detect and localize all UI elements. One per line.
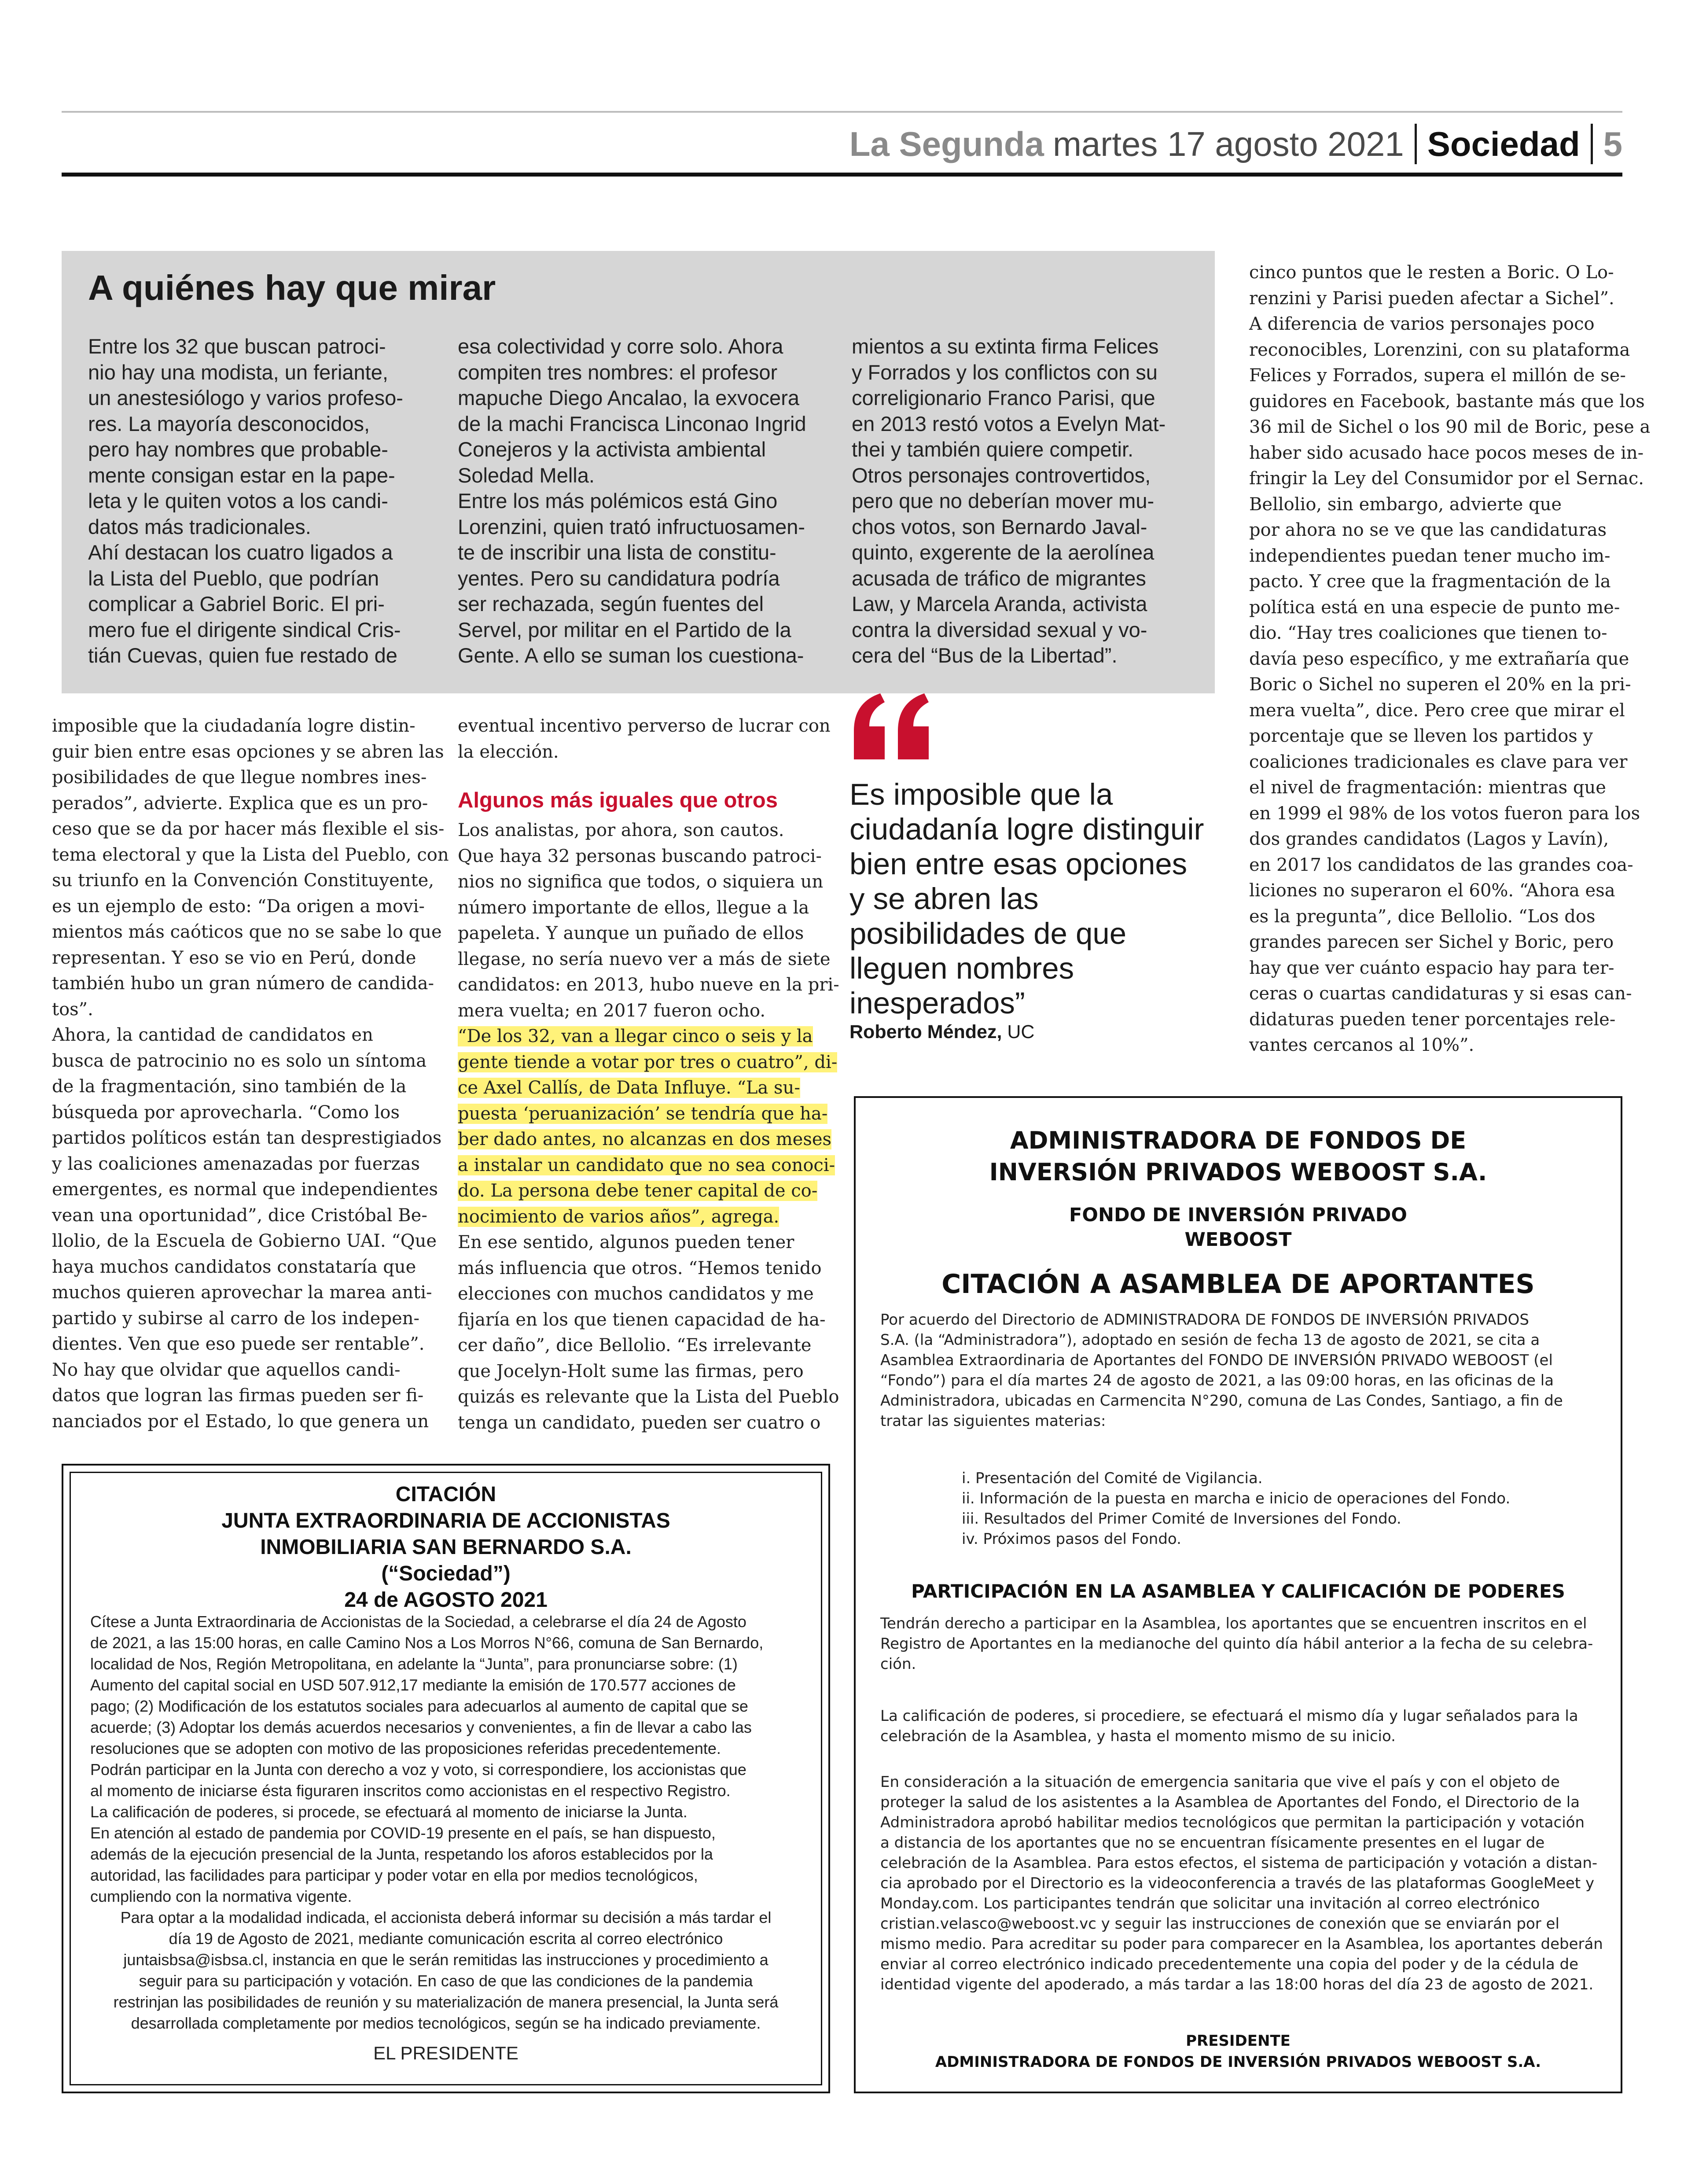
text-line: Ahí destacan los cuatro ligados a (88, 541, 393, 564)
text-line: ciudadanía logre distinguir (849, 812, 1204, 846)
text-line: partido y subirse al carro de los indepen- (52, 1308, 420, 1329)
text-line: i. Presentación del Comité de Vigilancia. (962, 1470, 1263, 1487)
text-line: te de inscribir una lista de constitu- (458, 541, 776, 564)
text-line: Que haya 32 personas buscando patroci- (458, 846, 822, 866)
text-line: partidos políticos están tan desprestigiados (52, 1128, 442, 1148)
notice2-section-heading: PARTICIPACIÓN EN LA ASAMBLEA Y CALIFICACIÓN DE PODERES (911, 1580, 1565, 1602)
text-line: mismo medio. Para acreditar su poder para comparecer en la Asamblea, los aportantes deberán (880, 1935, 1603, 1953)
text-line: Es imposible que la (849, 777, 1113, 811)
text-line: La calificación de poderes, si procede, se efectuará al momento de iniciarse la Junta. (90, 1803, 688, 1821)
text-line: renzini y Parisi pueden afectar a Sichel”. (1249, 288, 1614, 309)
text-line: fijaría en los que tienen capacidad de ha- (458, 1309, 826, 1330)
text-line: independientes puedan tener mucho im- (1249, 545, 1610, 566)
text-line: Asamblea Extraordinaria de Aportantes del FONDO DE INVERSIÓN PRIVADO WEBOOST (el (880, 1352, 1553, 1369)
top-divider (62, 111, 1622, 113)
article-highlighted-quote (458, 1024, 837, 1230)
text-line: tián Cuevas, quien fue restado de (88, 644, 397, 667)
text-line: y Forrados y los conflictos con su (852, 360, 1158, 384)
text-line: PRESIDENTE (1186, 2032, 1291, 2050)
text-line: dientes. Ven que eso puede ser rentable”. (52, 1334, 425, 1354)
text-line: perados”, advierte. Explica que es un pro- (52, 793, 428, 814)
text-line: tos”. (52, 999, 93, 1020)
article-column-1 (52, 713, 449, 1434)
quote-author-affiliation: UC (1002, 1021, 1035, 1042)
sidebar-column-3 (852, 334, 1166, 669)
text-line: bien entre esas opciones (849, 847, 1188, 881)
notice2-agenda-list (962, 1468, 1578, 1549)
text-line: liciones no superaron el 60%. “Ahora esa (1249, 880, 1615, 901)
notice1-body (90, 1611, 803, 1907)
text-line: mera vuelta”, dice. Pero cree que mirar el (1249, 700, 1625, 721)
text-line: Por acuerdo del Directorio de ADMINISTRADORA DE FONDOS DE INVERSIÓN PRIVADOS (880, 1311, 1530, 1329)
text-line: porcentaje que se lleven los partidos y (1249, 726, 1593, 746)
text-line: cinco puntos que le resten a Boric. O Lo- (1249, 262, 1614, 283)
text-line: localidad de Nos, Región Metropolitana, en adelante la “Junta”, para pronunciarse sobre: (1) (90, 1655, 738, 1673)
text-line: INMOBILIARIA SAN BERNARDO S.A. (260, 1536, 632, 1559)
text-line: número importante de ellos, llegue a la (458, 897, 809, 918)
text-line: tratar las siguientes materias: (880, 1412, 1106, 1430)
text-line: (“Sociedad”) (381, 1562, 511, 1585)
article-column-2-top (458, 713, 831, 765)
text-line: cumpliendo con la normativa vigente. (90, 1887, 352, 1905)
text-line: dos grandes candidatos (Lagos y Lavín), (1249, 829, 1609, 849)
text-line: identidad vigente del apoderado, a más tardar a las 18:00 horas del día 23 de agosto de 2021. (880, 1976, 1594, 1993)
text-line: elecciones con muchos candidatos y me (458, 1284, 814, 1304)
text-line: búsqueda por aprovecharla. “Como los (52, 1102, 400, 1123)
text-line: ceras o cuartas candidaturas y si esas can- (1249, 983, 1632, 1004)
text-line: enviar al correo electrónico indicado precedentemente una copia del poder y de la cédula de (880, 1956, 1579, 1973)
section-name: Sociedad (1427, 124, 1580, 163)
text-line: mapuche Diego Ancalao, la exvocera (458, 386, 799, 409)
text-line: cristian.velasco@weboost.vc y seguir las instrucciones de conexión que se enviarán por el (880, 1915, 1559, 1933)
text-line: iv. Próximos pasos del Fondo. (962, 1530, 1181, 1548)
text-line: guidores en Facebook, bastante más que los (1249, 391, 1645, 412)
text-line: JUNTA EXTRAORDINARIA DE ACCIONISTAS (221, 1509, 670, 1532)
text-line: cera del “Bus de la Libertad”. (852, 644, 1118, 667)
text-line: nios no significa que todos, o siquiera un (458, 872, 824, 892)
text-line: chos votos, son Bernardo Javal- (852, 515, 1147, 538)
text-line: INVERSIÓN PRIVADOS WEBOOST S.A. (989, 1158, 1487, 1186)
masthead-separator (1415, 124, 1417, 164)
text-line: su triunfo en la Convención Constituyente, (52, 870, 434, 891)
quote-attribution (849, 1021, 1034, 1043)
text-line: do. La persona debe tener capital de co- (458, 1181, 818, 1201)
text-line: mente consigan estar en la pape- (88, 463, 395, 487)
text-line: yentes. Pero su candidatura podría (458, 566, 780, 590)
text-line: la Lista del Pueblo, que podrían (88, 566, 379, 590)
text-line: datos más tradicionales. (88, 515, 311, 538)
article-column-2-middle (458, 818, 839, 1024)
notice2-signature (856, 2030, 1621, 2073)
text-line: es un ejemplo de esto: “Da origen a movi- (52, 896, 425, 917)
text-line: Aumento del capital social en USD 507.912,17 mediante la emisión de 170.577 acciones de (90, 1676, 736, 1694)
text-line: de la fragmentación, sino también de la (52, 1076, 407, 1097)
text-line: Entre los 32 que buscan patroci- (88, 335, 386, 358)
text-line: coaliciones tradicionales es clave para ver (1249, 751, 1628, 772)
text-line: mera vuelta; en 2017 fueron ocho. (458, 1000, 766, 1021)
notice2-paragraph-2 (880, 1706, 1602, 1746)
text-line: la elección. (458, 741, 559, 762)
text-line: posibilidades de que (849, 917, 1127, 950)
page-number: 5 (1603, 124, 1622, 163)
text-line: En atención al estado de pandemia por COVID-19 presente en el país, se han dispuesto, (90, 1824, 716, 1842)
text-line: fringir la Ley del Consumidor por el Sernac. (1249, 468, 1644, 489)
text-line: FONDO DE INVERSIÓN PRIVADO (1069, 1204, 1407, 1226)
text-line: guir bien entre esas opciones y se abren las (52, 741, 444, 762)
text-line: En consideración a la situación de emergencia sanitaria que vive el país y con el objeto de (880, 1773, 1560, 1791)
pull-quote (849, 777, 1219, 1020)
text-line: ser rechazada, según fuentes del (458, 592, 764, 615)
text-line: además de la ejecución presencial de la Junta, respetando los aforos establecidos por la (90, 1845, 713, 1863)
text-line: 24 de AGOSTO 2021 (344, 1588, 548, 1612)
text-line: res. La mayoría desconocidos, (88, 412, 370, 435)
text-line: pago; (2) Modificación de los estatutos sociales para adecuarlos al aumento de capital que se (90, 1697, 748, 1715)
text-line: resoluciones que se adopten con motivo de las proposiciones referidas precedentemente. (90, 1739, 721, 1757)
text-line: complicar a Gabriel Boric. El pri- (88, 592, 385, 615)
text-line: eventual incentivo perverso de lucrar con (458, 716, 831, 736)
text-line: busca de patrocinio no es solo un síntoma (52, 1050, 427, 1071)
text-line: de la machi Francisca Linconao Ingrid (458, 412, 806, 435)
text-line: nio hay una modista, un feriante, (88, 360, 388, 384)
article-column-4 (1249, 260, 1650, 1058)
sidebar-column-1 (88, 334, 403, 669)
text-line: hay que ver cuánto espacio hay para ter- (1249, 958, 1614, 978)
notice2-intro (880, 1310, 1602, 1431)
text-line: correligionario Franco Parisi, que (852, 386, 1155, 409)
text-line: Lorenzini, quien trató infructuosamen- (458, 515, 805, 538)
text-line: mero fue el dirigente sindical Cris- (88, 618, 401, 641)
text-line: vean una oportunidad”, dice Cristóbal Be- (52, 1205, 427, 1226)
masthead-rule (62, 173, 1622, 177)
text-line: vantes cercanos al 10%”. (1249, 1035, 1474, 1055)
text-line: Soledad Mella. (458, 463, 595, 487)
text-line: mientos a su extinta firma Felices (852, 335, 1159, 358)
text-line: WEBOOST (1184, 1229, 1292, 1251)
text-line: emergentes, es normal que independientes (52, 1179, 438, 1200)
quote-author-name: Roberto Méndez, (849, 1021, 1002, 1042)
text-line: esa colectividad y corre solo. Ahora (458, 335, 783, 358)
text-line: acuerde; (3) Adoptar los demás acuerdos necesarios y convenientes, a fin de llevar a cabo las (90, 1718, 752, 1736)
text-line: lleguen nombres (849, 951, 1074, 985)
text-line: Boric o Sichel no superen el 20% en la pri- (1249, 674, 1631, 695)
text-line: No hay que olvidar que aquellos candi- (52, 1359, 401, 1380)
notice2-paragraph-3 (880, 1772, 1602, 1995)
text-line: Los analistas, por ahora, son cautos. (458, 820, 784, 840)
text-line: 36 mil de Sichel o los 90 mil de Boric, pese a (1249, 417, 1651, 437)
text-line: día 19 de Agosto de 2021, mediante comunicación escrita al correo electrónico (169, 1930, 723, 1948)
sidebar-title: A quiénes hay que mirar (88, 268, 496, 307)
text-line: pacto. Y cree que la fragmentación de la (1249, 571, 1611, 592)
masthead (62, 115, 1622, 173)
text-line: papeleta. Y aunque un puñado de ellos (458, 923, 804, 943)
text-line: desarrollada completamente por medios tecnológicos, según se ha indicado previamente. (131, 2014, 761, 2032)
quotation-mark-icon (849, 689, 938, 764)
text-line: política está en una especie de punto me- (1249, 597, 1620, 618)
text-line: Monday.com. Los participantes tendrán que solicitar una invitación al correo electrónico (880, 1895, 1540, 1912)
text-line: ber dado antes, no alcanzas en dos meses (458, 1129, 832, 1149)
text-line: en 2013 restó votos a Evelyn Mat- (852, 412, 1166, 435)
publication-name: La Segunda (849, 124, 1044, 163)
text-line: grandes parecen ser Sichel y Boric, pero (1249, 932, 1614, 952)
text-line: que Jocelyn-Holt sume las firmas, pero (458, 1361, 804, 1381)
text-line: gente tiende a votar por tres o cuatro”, di- (458, 1052, 838, 1072)
text-line: compiten tres nombres: el profesor (458, 360, 778, 384)
text-line: ción. (880, 1655, 916, 1673)
notice2-heading: CITACIÓN A ASAMBLEA DE APORTANTES (941, 1269, 1535, 1300)
text-line: Servel, por militar en el Partido de la (458, 618, 791, 641)
text-line: Ahora, la cantidad de candidatos en (52, 1025, 373, 1045)
text-line: ADMINISTRADORA DE FONDOS DE (1010, 1127, 1467, 1154)
text-line: A diferencia de varios personajes poco (1249, 314, 1595, 334)
text-line: Bellolio, sin embargo, advierte que (1249, 494, 1562, 515)
text-line: seguir para su participación y votación. En caso de que las condiciones de la pandemia (139, 1972, 753, 1990)
sidebar-column-2 (458, 334, 806, 669)
text-line: restrinjan las posibilidades de reunión y su materialización de manera presencial, la Junta será (113, 1993, 779, 2011)
text-line: cia aprobado por el Directorio es la videoconferencia a través de las plataformas GoogleMeet y (880, 1875, 1595, 1892)
text-line: ADMINISTRADORA DE FONDOS DE INVERSIÓN PRIVADOS WEBOOST S.A. (935, 2053, 1541, 2071)
text-line: ce Axel Callís, de Data Influye. “La su- (458, 1078, 800, 1098)
text-line: Para optar a la modalidad indicada, el accionista deberá informar su decisión a más tardar el (120, 1908, 772, 1926)
text-line: candidatos: en 2013, hubo nueve en la pri- (458, 975, 839, 995)
text-line: cer daño”, dice Bellolio. “Es irrelevante (458, 1335, 812, 1355)
text-line: datos que logran las firmas pueden ser fi- (52, 1385, 424, 1406)
text-line: La calificación de poderes, si procediere, se efectuará el mismo día y lugar señalados para la (880, 1707, 1578, 1725)
text-line: Administradora, ubicadas en Carmencita N°290, comuna de Las Condes, Santiago, a fin de (880, 1392, 1563, 1410)
text-line: haya muchos candidatos constataría que (52, 1256, 416, 1277)
notice1-body-centered (70, 1907, 821, 2034)
text-line: al momento de iniciarse ésta figuraren inscritos como accionistas en el respectivo Registro. (90, 1782, 731, 1800)
text-line: también hubo un gran número de candida- (52, 973, 434, 994)
text-line: Entre los más polémicos está Gino (458, 489, 778, 512)
notice2-title (856, 1125, 1621, 1188)
text-line: llegase, no sería nuevo ver a más de siete (458, 949, 831, 969)
text-line: representan. Y eso se vio en Perú, donde (52, 947, 416, 968)
text-line: nocimiento de varios años”, agrega. (458, 1206, 779, 1227)
text-line: puesta ‘peruanización’ se tendría que ha- (458, 1103, 828, 1124)
text-line: es la pregunta”, dice Bellolio. “Los dos (1249, 906, 1596, 927)
text-line: tenga un candidato, pueden ser cuatro o (458, 1412, 821, 1433)
text-line: ceso que se da por hacer más flexible el sis- (52, 819, 445, 839)
text-line: davía peso específico, y me extrañaría que (1249, 648, 1629, 669)
text-line: acusada de tráfico de migrantes (852, 566, 1146, 590)
text-line: pero hay nombres que probable- (88, 438, 388, 461)
text-line: juntaisbsa@isbsa.cl, instancia en que le serán remitidas las instrucciones y procedimiento a (123, 1951, 768, 1969)
text-line: Otros personajes controvertidos, (852, 463, 1151, 487)
text-line: Conejeros y la activista ambiental (458, 438, 766, 461)
text-line: y se abren las (849, 882, 1039, 916)
text-line: tema electoral y que la Lista del Pueblo, con (52, 844, 449, 865)
text-line: “De los 32, van a llegar cinco o seis y la (458, 1026, 813, 1046)
text-line: thei y también quiere competir. (852, 438, 1134, 461)
text-line: quinto, exgerente de la aerolínea (852, 541, 1155, 564)
text-line: el nivel de fragmentación: mientras que (1249, 777, 1606, 798)
text-line: y las coaliciones amenazadas por fuerzas (52, 1153, 420, 1174)
text-line: imposible que la ciudadanía logre distin- (52, 716, 415, 736)
text-line: mientos más caóticos que no se sabe lo que (52, 922, 442, 942)
text-line: S.A. (la “Administradora”), adoptado en sesión de fecha 13 de agosto de 2021, se cita a (880, 1331, 1540, 1349)
text-line: más influencia que otros. “Hemos tenido (458, 1258, 822, 1278)
article-subhead: Algunos más iguales que otros (458, 788, 778, 812)
text-line: autoridad, las facilidades para participar y poder votar en ella por medios tecnológicos, (90, 1866, 698, 1884)
text-line: quizás es relevante que la Lista del Pueblo (458, 1387, 839, 1407)
text-line: celebración de la Asamblea. Para estos efectos, el sistema de participación y votación a distan- (880, 1854, 1598, 1872)
text-line: Felices y Forrados, supera el millón de se- (1249, 365, 1626, 386)
notice2-paragraph-1 (880, 1613, 1602, 1674)
text-line: en 2017 los candidatos de las grandes coa- (1249, 854, 1633, 875)
notice2-subtitle (856, 1203, 1621, 1252)
text-line: por ahora no se ve que las candidaturas (1249, 520, 1607, 540)
text-line: proteger la salud de los asistentes a la Asamblea de Aportantes del Fondo, el Directorio de la (880, 1794, 1580, 1811)
text-line: haber sido acusado hace pocos meses de in- (1249, 442, 1644, 463)
issue-date: martes 17 agosto 2021 (1052, 124, 1404, 163)
text-line: posibilidades de que llegue nombres ines- (52, 767, 427, 788)
text-line: ii. Información de la puesta en marcha e inicio de operaciones del Fondo. (962, 1490, 1511, 1507)
text-line: “Fondo”) para el día martes 24 de agosto de 2021, a las 09:00 horas, en las oficinas de la (880, 1372, 1554, 1389)
text-line: llolio, de la Escuela de Gobierno UAI. “Que (52, 1231, 437, 1251)
text-line: Registro de Aportantes en la medianoche del quinto día hábil anterior a la fecha de su celebra- (880, 1635, 1593, 1653)
text-line: inesperados” (849, 986, 1025, 1020)
text-line: Administradora aprobó habilitar medios tecnológicos que permitan la participación y votación (880, 1814, 1585, 1831)
text-line: nanciados por el Estado, lo que genera un (52, 1411, 429, 1432)
text-line: reconocibles, Lorenzini, con su plataforma (1249, 339, 1630, 360)
text-line: contra la diversidad sexual y vo- (852, 618, 1147, 641)
text-line: Cítese a Junta Extraordinaria de Accionistas de la Sociedad, a celebrarse el día 24 de Agosto (90, 1613, 746, 1631)
text-line: CITACIÓN (395, 1483, 496, 1506)
text-line: a instalar un candidato que no sea conoci- (458, 1155, 835, 1175)
text-line: iii. Resultados del Primer Comité de Inversiones del Fondo. (962, 1510, 1401, 1528)
text-line: dio. “Hay tres coaliciones que tienen to- (1249, 623, 1607, 643)
text-line: Law, y Marcela Aranda, activista (852, 592, 1147, 615)
notice1-signature: EL PRESIDENTE (373, 2043, 518, 2063)
text-line: muchos quieren aprovechar la marea anti- (52, 1282, 432, 1303)
text-line: un anestesiólogo y varios profeso- (88, 386, 403, 409)
text-line: Podrán participar en la Junta con derecho a voz y voto, si correspondiere, los accionistas que (90, 1760, 746, 1779)
text-line: En ese sentido, algunos pueden tener (458, 1232, 794, 1252)
text-line: Gente. A ello se suman los cuestiona- (458, 644, 804, 667)
text-line: a distancia de los aportantes que no se encuentran físicamente presentes en el lugar de (880, 1834, 1545, 1852)
text-line: pero que no deberían mover mu- (852, 489, 1155, 512)
text-line: leta y le quiten votos a los candi- (88, 489, 388, 512)
text-line: en 1999 el 98% de los votos fueron para los (1249, 803, 1640, 824)
notice1-title (70, 1481, 821, 1613)
text-line: Tendrán derecho a participar en la Asamblea, los aportantes que se encuentren inscritos en el (880, 1615, 1587, 1632)
text-line: de 2021, a las 15:00 horas, en calle Camino Nos a Los Morros N°66, comuna de San Bernardo, (90, 1634, 764, 1652)
masthead-separator (1591, 124, 1593, 164)
article-column-2-bottom (458, 1230, 839, 1436)
text-line: didaturas pueden tener porcentajes rele- (1249, 1009, 1616, 1030)
text-line: celebración de la Asamblea, y hasta el momento mismo de su inicio. (880, 1727, 1396, 1745)
